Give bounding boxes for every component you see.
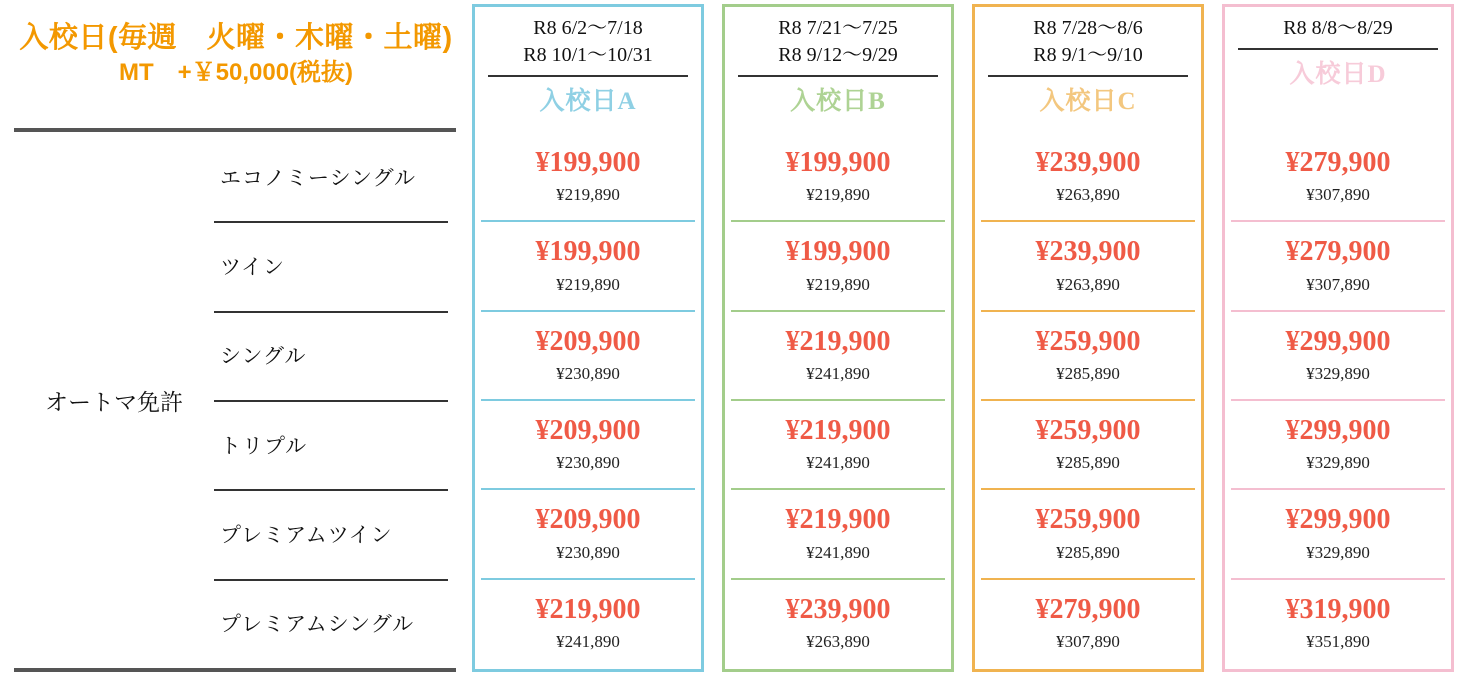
plan-dates [1033,15,1142,69]
price-sub: ¥263,890 [806,632,870,652]
price-cell [975,220,1201,309]
room-type-list [214,132,456,668]
list-item: シングル [214,311,456,400]
plan-header [725,7,951,131]
price-sub: ¥285,890 [1056,364,1120,384]
price-cell [1225,578,1451,667]
price-cell-list [1225,131,1451,669]
price-main: ¥259,900 [1035,414,1141,446]
price-sub: ¥219,890 [806,274,870,294]
price-main: ¥319,900 [1285,593,1391,625]
plan-column-b [722,4,954,672]
price-sub: ¥329,890 [1306,453,1370,473]
plan-name: 入校日B [790,88,886,115]
list-item: エコノミーシングル [220,165,417,190]
price-main: ¥259,900 [1035,504,1141,536]
price-cell [725,220,951,309]
plan-column-d [1222,4,1454,672]
price-sub: ¥230,890 [556,364,620,384]
plan-dates-line-2: R8 9/1〜9/10 [1033,44,1143,66]
price-cell [475,220,701,309]
price-main: ¥219,900 [785,504,891,536]
price-cell [975,310,1201,399]
plan-dates-line-1: R8 8/8〜8/29 [1283,17,1393,39]
price-cell [1225,131,1451,220]
price-cell-list [725,131,951,669]
price-main: ¥239,900 [785,593,891,625]
price-main: ¥259,900 [1035,325,1141,357]
price-cell [725,399,951,488]
plan-header-divider [1238,48,1438,50]
price-sub: ¥263,890 [1056,185,1120,205]
price-sub: ¥219,890 [556,185,620,205]
price-sub: ¥241,890 [806,364,870,384]
title-line-2: MT +￥50,000(税抜) [118,59,354,87]
plan-dates-line-1: R8 7/21〜7/25 [778,17,898,39]
license-type-label: オートマ免許 [45,389,183,415]
plan-header-divider [488,75,688,77]
price-main: ¥199,900 [535,146,641,178]
price-cell [475,578,701,667]
price-cell [975,399,1201,488]
price-cell [725,131,951,220]
plan-header [975,7,1201,131]
price-main: ¥209,900 [535,504,641,536]
plan-dates-line-1: R8 7/28〜8/6 [1033,17,1143,39]
price-main: ¥199,900 [785,236,891,268]
left-header-column [0,0,470,680]
price-main: ¥219,900 [535,593,641,625]
price-main: ¥299,900 [1285,414,1391,446]
plan-name: 入校日C [1039,88,1137,115]
price-cell [725,578,951,667]
plan-name: 入校日A [539,88,637,115]
price-cell [975,578,1201,667]
price-sub: ¥263,890 [1056,274,1120,294]
plan-name: 入校日D [1289,61,1387,88]
list-item: トリプル [214,400,456,489]
plan-header-divider [988,75,1188,77]
price-main: ¥299,900 [1285,504,1391,536]
plan-dates [523,15,652,69]
price-sub: ¥351,890 [1306,632,1370,652]
plan-dates [778,15,897,69]
list-item: プレミアムシングル [214,579,456,668]
price-sub: ¥230,890 [556,453,620,473]
price-cell [475,310,701,399]
price-cell [725,488,951,577]
price-cell [725,310,951,399]
price-sub: ¥329,890 [1306,542,1370,562]
plan-dates-line-2: R8 10/1〜10/31 [523,44,653,66]
plan-column-a [472,4,704,672]
price-main: ¥199,900 [785,146,891,178]
price-main: ¥199,900 [535,236,641,268]
price-main: ¥239,900 [1035,146,1141,178]
price-main: ¥279,900 [1285,236,1391,268]
plan-header-divider [738,75,938,77]
price-sub: ¥329,890 [1306,364,1370,384]
price-cell [475,131,701,220]
price-sub: ¥307,890 [1306,274,1370,294]
price-sub: ¥219,890 [556,274,620,294]
price-cell [1225,488,1451,577]
price-sub: ¥219,890 [806,185,870,205]
price-cell [1225,310,1451,399]
price-sub: ¥285,890 [1056,542,1120,562]
page-title [10,20,462,90]
price-sub: ¥241,890 [806,453,870,473]
title-line-1: 入校日(毎週 火曜・木曜・土曜) [19,22,453,54]
price-sub: ¥230,890 [556,542,620,562]
plan-header [1225,7,1451,131]
plan-column-c [972,4,1204,672]
plan-dates-line-1: R8 6/2〜7/18 [533,17,643,39]
price-cell [975,488,1201,577]
price-sub: ¥285,890 [1056,453,1120,473]
plan-dates-line-2: R8 9/12〜9/29 [778,44,898,66]
plan-header [475,7,701,131]
price-cell [1225,399,1451,488]
price-sub: ¥307,890 [1306,185,1370,205]
price-main: ¥209,900 [535,325,641,357]
price-cell-list [475,131,701,669]
price-main: ¥219,900 [785,414,891,446]
price-main: ¥239,900 [1035,236,1141,268]
price-main: ¥279,900 [1285,146,1391,178]
price-cell [975,131,1201,220]
price-main: ¥219,900 [785,325,891,357]
price-sub: ¥241,890 [806,542,870,562]
price-sub: ¥307,890 [1056,632,1120,652]
list-item: ツイン [214,221,456,310]
list-item: プレミアムツイン [214,489,456,578]
bottom-divider [14,668,456,672]
price-cell [1225,220,1451,309]
price-cell [475,399,701,488]
price-sub: ¥241,890 [556,632,620,652]
price-main: ¥279,900 [1035,593,1141,625]
price-main: ¥299,900 [1285,325,1391,357]
price-cell-list [975,131,1201,669]
price-main: ¥209,900 [535,414,641,446]
price-cell [475,488,701,577]
plan-dates [1283,15,1392,42]
